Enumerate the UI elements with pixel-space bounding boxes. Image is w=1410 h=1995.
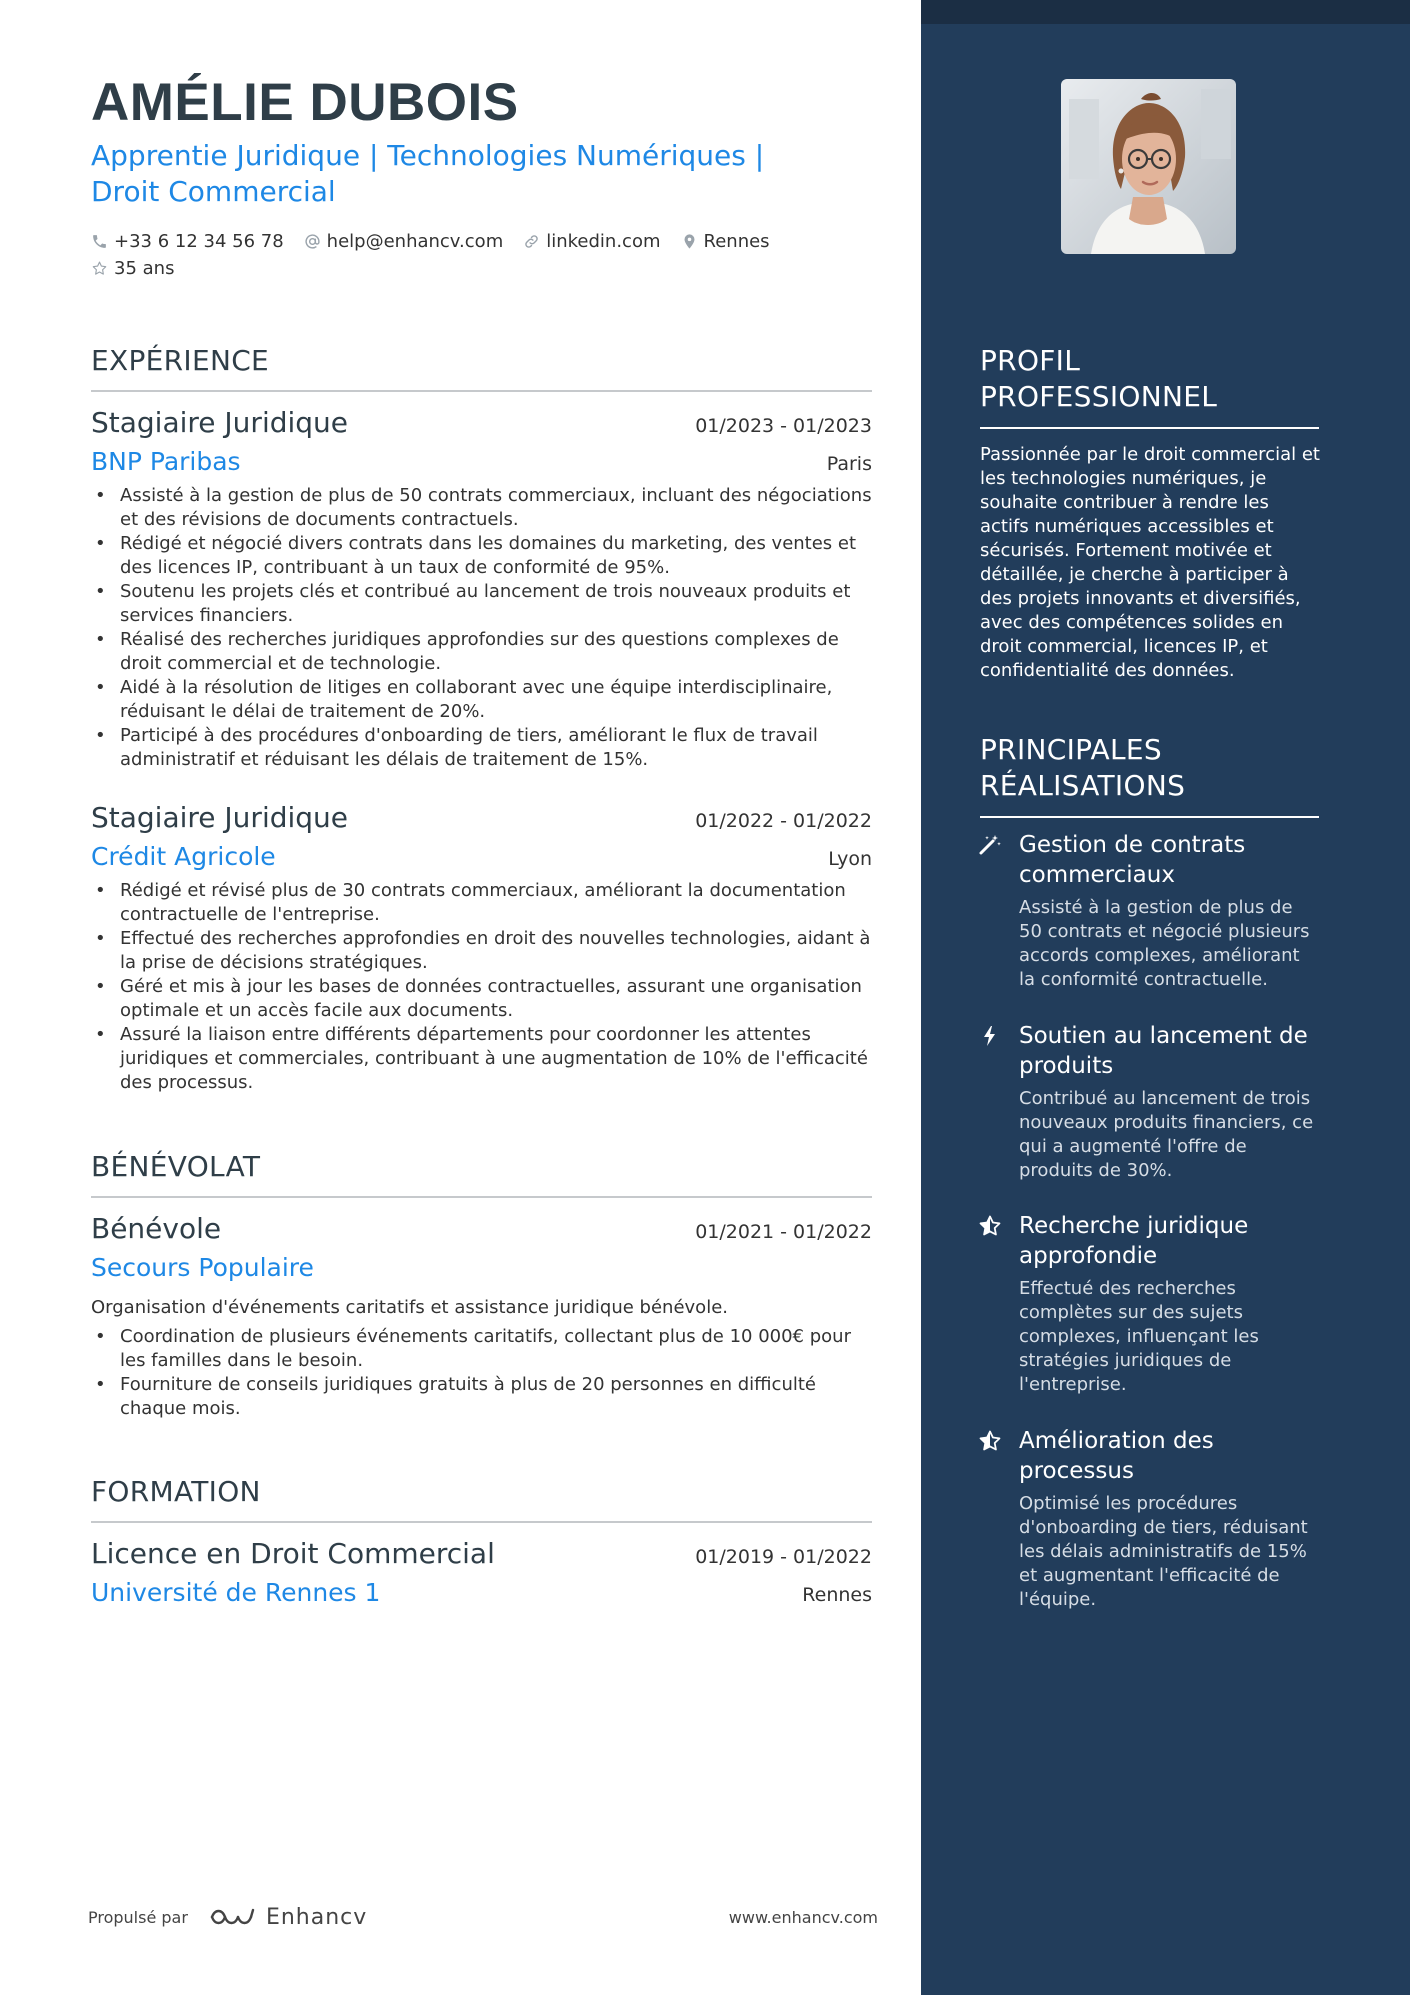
headline-line-1: Apprentie Juridique | Technologies Numériques | [91,139,765,172]
contact-email[interactable] [304,231,504,252]
magic-wand-icon [978,833,1002,857]
brand-name: Enhancv [265,1904,368,1930]
job-title: Stagiaire Juridique [91,801,349,834]
achievement-item [978,830,1318,992]
bullet-item: • Assuré la liaison entre différents départements pour coordonner les attentes juridiques et commerciales, contribuant à une augmentation de 10% de l'efficacité des processus. [91,1023,872,1095]
achievements-section-title [980,732,1319,818]
headline [91,138,851,210]
volunteer-dates: 01/2021 - 01/2022 [695,1221,872,1243]
bullet-item: • Coordination de plusieurs événements caritatifs, collectant plus de 10 000€ pour les familles dans le besoin. [91,1325,872,1373]
profile-photo [1061,79,1236,254]
bullet-item: • Fourniture de conseils juridiques gratuits à plus de 20 personnes en difficulté chaque mois. [91,1373,872,1421]
volunteer-bullets [91,1325,872,1421]
profile-title-line-1: PROFIL [980,344,1081,377]
profile-title-line-2: PROFESSIONNEL [980,380,1218,413]
bullet-item: • Géré et mis à jour les bases de données contractuelles, assurant une organisation optimale et un accès facile aux documents. [91,975,872,1023]
contact-location [681,231,770,252]
age-text: 35 ans [114,258,175,279]
company-name[interactable]: BNP Paribas [91,447,241,476]
achievement-description: Assisté à la gestion de plus de 50 contrats et négocié plusieurs accords complexes, améliorant la conformité contractuelle. [1019,897,1310,990]
phone-text: +33 6 12 34 56 78 [114,231,284,252]
achievement-title: Gestion de contrats commerciaux [1019,832,1246,888]
location-text: Rennes [703,231,770,252]
star-outline-icon [91,260,108,277]
lightning-icon [978,1024,1002,1048]
bullet-item: • Aidé à la résolution de litiges en collaborant avec une équipe interdisciplinaire, réduisant le délai de traitement de 20%. [91,676,872,724]
contact-info [91,228,871,282]
at-icon [304,233,321,250]
experience-section-title: EXPÉRIENCE [91,344,872,392]
profile-section-title [980,343,1319,429]
contact-phone[interactable] [91,231,284,252]
education-dates: 01/2019 - 01/2022 [695,1546,872,1568]
school-name[interactable]: Université de Rennes 1 [91,1578,381,1607]
bullet-item: • Soutenu les projets clés et contribué au lancement de trois nouveaux produits et services financiers. [91,580,872,628]
job-dates: 01/2022 - 01/2022 [695,810,872,832]
linkedin-text: linkedin.com [546,231,661,252]
volunteer-organization[interactable]: Secours Populaire [91,1253,314,1282]
contact-age [91,258,174,279]
degree-title: Licence en Droit Commercial [91,1537,495,1570]
achievement-item [978,1426,1318,1612]
education-entry [91,1537,872,1607]
bullet-item: • Assisté à la gestion de plus de 50 contrats commerciaux, incluant des négociations et des révisions de documents contractuels. [91,484,872,532]
bullet-item: • Participé à des procédures d'onboarding de tiers, améliorant le flux de travail administratif et réduisant les délais de traitement de 15%. [91,724,872,772]
experience-entry [91,406,872,772]
bullet-item: • Rédigé et négocié divers contrats dans les domaines du marketing, des ventes et des licences IP, contribuant à un taux de conformité de 95%. [91,532,872,580]
achievement-description: Optimisé les procédures d'onboarding de tiers, réduisant les délais administratifs de 15% et augmentant l'efficacité de l'équipe. [1019,1493,1308,1610]
candidate-name: AMÉLIE DUBOIS [91,73,519,132]
achievement-title: Soutien au lancement de produits [1019,1023,1308,1079]
achievement-item [978,1211,1318,1397]
achievement-title: Recherche juridique approfondie [1019,1213,1249,1269]
achievement-item [978,1021,1318,1183]
job-bullets [91,484,872,772]
volunteer-role: Bénévole [91,1212,222,1245]
company-name[interactable]: Crédit Agricole [91,842,276,871]
job-dates: 01/2023 - 01/2023 [695,415,872,437]
volunteer-description: Organisation d'événements caritatifs et assistance juridique bénévole. [91,1297,728,1318]
email-text: help@enhancv.com [326,231,504,252]
star-half-icon [978,1214,1002,1238]
enhancv-logo-icon [208,1904,256,1930]
sidebar [921,0,1410,1995]
achievement-description: Effectué des recherches complètes sur des sujets complexes, influençant les stratégies juridiques de l'entreprise. [1019,1278,1259,1395]
job-title: Stagiaire Juridique [91,406,349,439]
contact-linkedin[interactable] [523,231,660,252]
portrait-image [1061,79,1236,254]
achievement-title: Amélioration des processus [1019,1428,1214,1484]
achievements-title-line-2: RÉALISATIONS [980,769,1186,802]
job-location: Paris [826,453,872,475]
bullet-item: • Effectué des recherches approfondies en droit des nouvelles technologies, aidant à la prise de décisions stratégiques. [91,927,872,975]
achievements-title-line-1: PRINCIPALES [980,733,1162,766]
location-pin-icon [681,233,698,250]
phone-icon [91,233,108,250]
sidebar-top-band [921,0,1410,24]
bullet-item: • Rédigé et révisé plus de 30 contrats commerciaux, améliorant la documentation contractuelle de l'entreprise. [91,879,872,927]
education-section-title: FORMATION [91,1475,872,1523]
website-link[interactable]: www.enhancv.com [728,1907,878,1927]
volunteer-entry [91,1212,872,1421]
job-bullets [91,879,872,1095]
footer [88,1902,878,1932]
volunteer-section-title: BÉNÉVOLAT [91,1150,872,1198]
job-location: Lyon [828,848,872,870]
headline-line-2: Droit Commercial [91,175,336,208]
enhancv-brand[interactable] [208,1904,367,1930]
experience-entry [91,801,872,1095]
school-location: Rennes [802,1584,872,1606]
bullet-item: • Réalisé des recherches juridiques approfondies sur des questions complexes de droit commercial et de technologie. [91,628,872,676]
powered-by-label: Propulsé par [88,1907,188,1927]
star-half-icon [978,1429,1002,1453]
link-icon [523,233,540,250]
profile-summary: Passionnée par le droit commercial et les technologies numériques, je souhaite contribuer à rendre les actifs numériques accessibles et sécurisés. Fortement motivée et détaillée, je cherche à participer à des projets innovants et diversifiés, avec des compétences solides en droit commercial, licences IP, et confidentialité des données. [980,444,1320,681]
achievement-description: Contribué au lancement de trois nouveaux produits financiers, ce qui a augmenté l'offre de produits de 30%. [1019,1088,1314,1181]
